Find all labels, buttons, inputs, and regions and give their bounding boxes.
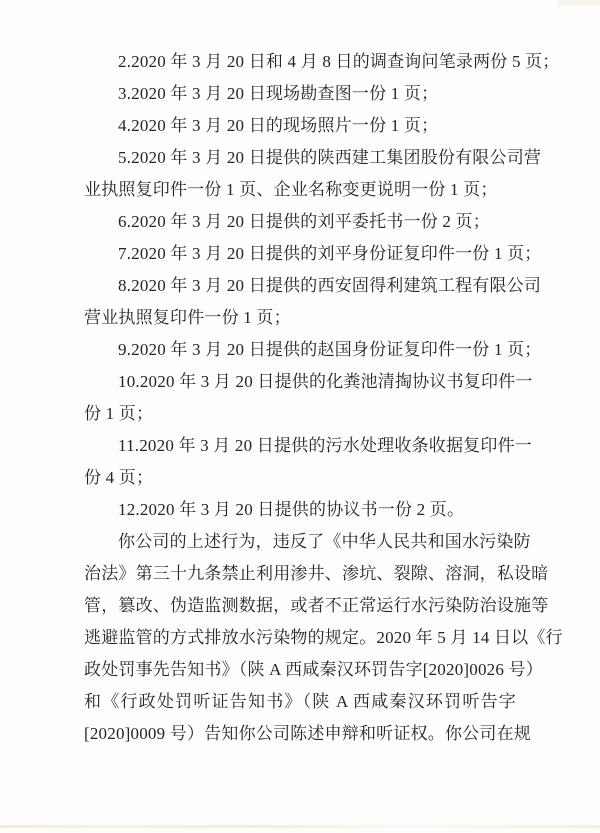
evidence-item-3 <box>84 78 516 110</box>
text-line: 6.2020 年 3 月 20 日提供的刘平委托书一份 2 页； <box>118 212 490 231</box>
text-line: 9.2020 年 3 月 20 日提供的赵国身份证复印件一份 1 页； <box>118 340 542 359</box>
evidence-item-7 <box>84 238 542 270</box>
text-line: 5.2020 年 3 月 20 日提供的陕西建工集团股份有限公司营 <box>118 148 542 167</box>
violation-paragraph <box>84 526 563 750</box>
text-line: 3.2020 年 3 月 20 日现场勘查图一份 1 页； <box>118 84 439 103</box>
text-line: 2.2020 年 3 月 20 日和 4 月 8 日的调查询问笔录两份 5 页； <box>118 52 560 71</box>
evidence-item-2 <box>84 46 560 78</box>
text-line: 份 4 页； <box>84 468 154 487</box>
evidence-item-9 <box>84 334 542 366</box>
evidence-item-5 <box>84 142 542 206</box>
text-line: 12.2020 年 3 月 20 日提供的协议书一份 2 页。 <box>118 500 465 519</box>
evidence-item-11 <box>84 430 532 494</box>
text-line: 8.2020 年 3 月 20 日提供的西安固得利建筑工程有限公司 <box>118 276 542 295</box>
text-line: 和《行政处罚听证告知书》（陕 A 西咸秦汉环罚听告字 <box>84 692 516 711</box>
text-line: 管，篡改、伪造监测数据，或者不正常运行水污染防治设施等 <box>84 596 549 615</box>
document-body <box>84 46 563 750</box>
scan-artifact-top <box>558 0 600 6</box>
evidence-item-4 <box>84 110 516 142</box>
text-line: 政处罚事先告知书》（陕 A 西咸秦汉环罚告字[2020]0026 号） <box>84 660 543 679</box>
text-line: 逃避监管的方式排放水污染物的规定。2020 年 5 月 14 日以《行 <box>84 628 563 647</box>
evidence-item-10 <box>84 366 533 430</box>
text-line: 7.2020 年 3 月 20 日提供的刘平身份证复印件一份 1 页； <box>118 244 542 263</box>
text-line: [2020]0009 号）告知你公司陈述申辩和听证权。你公司在规 <box>84 724 531 743</box>
text-line: 业执照复印件一份 1 页、企业名称变更说明一份 1 页； <box>84 180 498 199</box>
evidence-item-12 <box>84 494 516 526</box>
text-line: 份 1 页； <box>84 404 154 423</box>
text-line: 治法》第三十九条禁止利用渗井、渗坑、裂隙、溶洞，私设暗 <box>84 564 549 583</box>
text-line: 4.2020 年 3 月 20 日的现场照片一份 1 页； <box>118 116 439 135</box>
text-line: 10.2020 年 3 月 20 日提供的化粪池清掏协议书复印件一 <box>118 372 533 391</box>
evidence-item-8 <box>84 270 542 334</box>
text-line: 你公司的上述行为，违反了《中华人民共和国水污染防 <box>118 532 531 551</box>
evidence-item-6 <box>84 206 516 238</box>
text-line: 营业执照复印件一份 1 页； <box>84 308 291 327</box>
text-line: 11.2020 年 3 月 20 日提供的污水处理收条收据复印件一 <box>118 436 532 455</box>
scan-artifact-bottom-edge <box>0 825 600 828</box>
